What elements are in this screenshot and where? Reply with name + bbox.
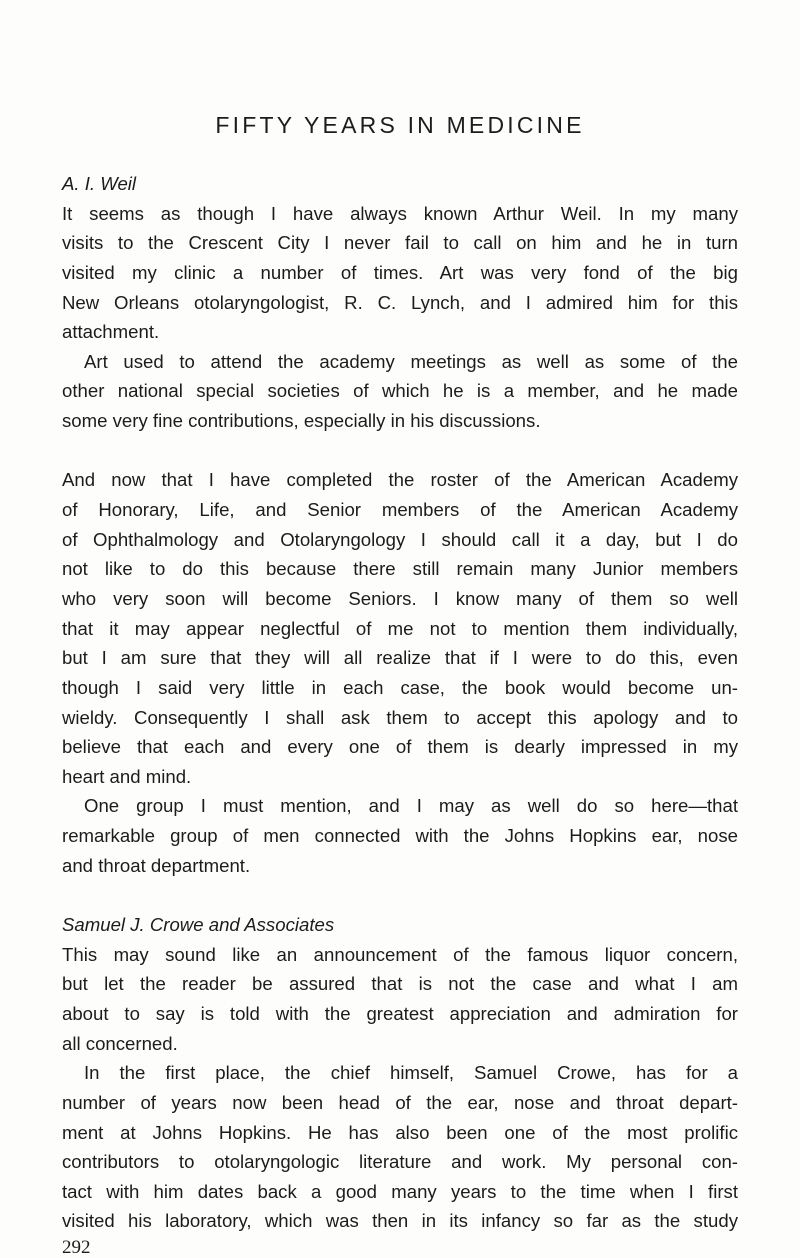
- text-line: tact with him dates back a good many years to the time when I first: [62, 1180, 738, 1202]
- text-line: about to say is told with the greatest appreciation and admiration for: [62, 1002, 738, 1024]
- text-line: visited his laboratory, which was then in its infancy so far as the study: [62, 1210, 738, 1232]
- text-line: but let the reader be assured that is not the case and what I am: [62, 973, 738, 995]
- text-line: other national special societies of which he is a member, and he made: [62, 380, 738, 402]
- text-line: And now that I have completed the roster of the American Academy: [62, 469, 738, 491]
- page-number: 292: [62, 1237, 91, 1258]
- text-line: of Honorary, Life, and Senior members of the American Academy: [62, 499, 738, 521]
- text-line: all concerned.: [62, 1032, 178, 1054]
- text-line: In the first place, the chief himself, Samuel Crowe, has for a: [84, 1062, 738, 1084]
- text-line: but I am sure that they will all realize that if I were to do this, even: [62, 647, 738, 669]
- running-head: FIFTY YEARS IN MEDICINE: [215, 112, 585, 138]
- text-line: of Ophthalmology and Otolaryngology I should call it a day, but I do: [62, 528, 738, 550]
- text-line: New Orleans otolaryngologist, R. C. Lynch, and I admired him for this: [62, 291, 738, 313]
- text-line: and throat department.: [62, 854, 251, 876]
- text-line: who very soon will become Seniors. I know many of them so well: [62, 587, 738, 609]
- section-heading: Samuel J. Crowe and Associates: [62, 914, 335, 936]
- text-line: number of years now been head of the ear, nose and throat depart-: [62, 1091, 738, 1113]
- text-line: visits to the Crescent City I never fail to call on him and he in turn: [62, 232, 738, 254]
- text-line: wieldy. Consequently I shall ask them to accept this apology and to: [62, 706, 738, 728]
- text-line: contributors to otolaryngologic literature and work. My personal con-: [62, 1151, 738, 1173]
- text-line: ment at Johns Hopkins. He has also been one of the most prolific: [62, 1121, 738, 1143]
- text-line: This may sound like an announcement of the famous liquor concern,: [62, 943, 738, 965]
- text-line: some very fine contributions, especially in his discussions.: [62, 410, 541, 432]
- text-line: Art used to attend the academy meetings as well as some of the: [84, 350, 738, 372]
- text-line: not like to do this because there still remain many Junior members: [62, 558, 738, 580]
- section-heading: A. I. Weil: [62, 173, 137, 194]
- blank-line: [62, 880, 738, 910]
- text-line: attachment.: [62, 321, 160, 343]
- text-line: One group I must mention, and I may as well do so here—that: [84, 795, 738, 817]
- text-line: heart and mind.: [62, 765, 192, 787]
- text-line: It seems as though I have always known Arthur Weil. In my many: [62, 202, 738, 224]
- text-line: visited my clinic a number of times. Art was very fond of the big: [62, 261, 738, 283]
- text-line: remarkable group of men connected with the Johns Hopkins ear, nose: [62, 825, 738, 847]
- text-line: though I said very little in each case, the book would become un-: [62, 676, 738, 698]
- body-text: [62, 169, 738, 1236]
- text-line: that it may appear neglectful of me not to mention them individually,: [62, 617, 738, 639]
- text-line: believe that each and every one of them is dearly impressed in my: [62, 736, 738, 758]
- blank-line: [62, 436, 738, 466]
